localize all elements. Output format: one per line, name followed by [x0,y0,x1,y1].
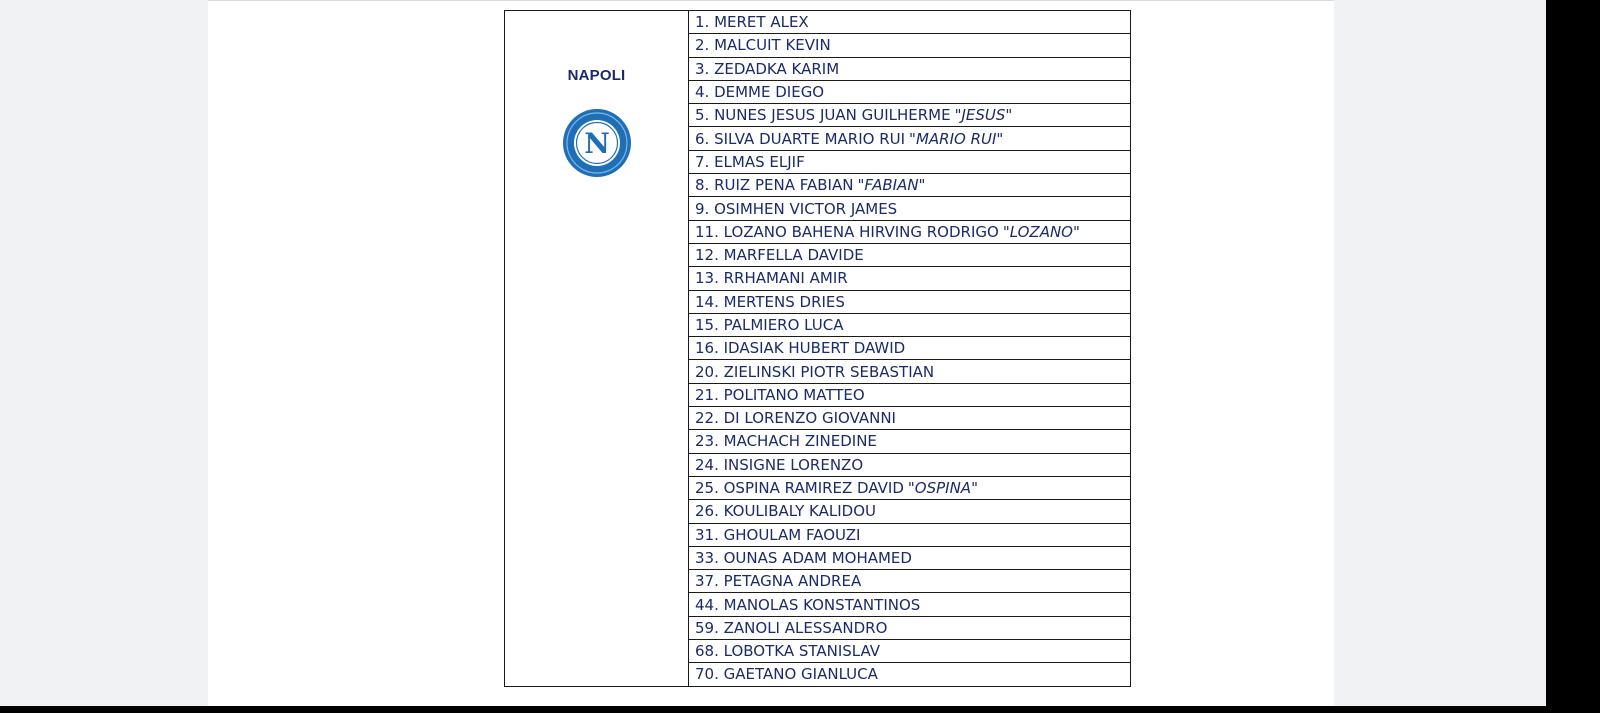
page-edge [208,0,1334,1]
player-cell [689,80,1131,103]
player-nickname: "FABIAN" [857,176,926,195]
player-name: 68. LOBOTKA STANISLAV [695,642,881,661]
player-nickname: "JESUS" [954,106,1013,125]
player-cell [689,546,1131,569]
player-cell [689,150,1131,173]
player-cell [689,11,1131,34]
player-name: 33. OUNAS ADAM MOHAMED [695,548,912,567]
player-cell [689,34,1131,57]
player-name: 7. ELMAS ELJIF [695,152,805,171]
player-name: 4. DEMME DIEGO [695,83,825,102]
player-cell [689,290,1131,313]
player-nickname: "OSPINA" [907,479,978,498]
player-cell [689,197,1131,220]
player-name: 5. NUNES JESUS JUAN GUILHERME [695,106,951,125]
player-cell [689,220,1131,243]
roster-table [504,10,1131,687]
player-name: 11. LOZANO BAHENA HIRVING RODRIGO [695,222,999,241]
player-name: 44. MANOLAS KONSTANTINOS [695,595,921,614]
roster-body [505,11,1131,687]
player-name: 1. MERET ALEX [695,13,809,32]
player-name: 25. OSPINA RAMIREZ DAVID [695,479,904,498]
player-cell [689,640,1131,663]
player-name: 8. RUIZ PENA FABIAN [695,176,854,195]
player-cell [689,337,1131,360]
viewer-left-margin [0,0,208,713]
player-name: 26. KOULIBALY KALIDOU [695,502,877,521]
player-name: 37. PETAGNA ANDREA [695,572,862,591]
player-cell [689,127,1131,150]
team-cell [505,11,689,687]
player-cell [689,313,1131,336]
player-name: 16. IDASIAK HUBERT DAWID [695,339,906,358]
napoli-crest-icon [562,108,632,178]
player-name: 22. DI LORENZO GIOVANNI [695,409,896,428]
team-name: NAPOLI [567,67,626,84]
player-cell [689,523,1131,546]
player-cell [689,360,1131,383]
player-name: 23. MACHACH ZINEDINE [695,432,877,451]
screen-edge [1546,0,1600,713]
table-row [505,11,1131,34]
player-name: 24. INSIGNE LORENZO [695,455,864,474]
player-nickname: "LOZANO" [1002,222,1080,241]
player-cell [689,500,1131,523]
player-cell [689,407,1131,430]
player-name: 12. MARFELLA DAVIDE [695,246,864,265]
document-page [208,0,1334,706]
player-cell [689,174,1131,197]
player-cell [689,616,1131,639]
viewer-right-margin [1334,0,1546,713]
player-cell [689,453,1131,476]
player-name: 15. PALMIERO LUCA [695,316,844,334]
player-cell [689,243,1131,266]
player-nickname: "MARIO RUI" [909,129,1004,148]
player-name: 14. MERTENS DRIES [695,292,845,311]
player-name: 21. POLITANO MATTEO [695,385,865,404]
player-name: 13. RRHAMANI AMIR [695,269,848,288]
player-name: 9. OSIMHEN VICTOR JAMES [695,199,898,218]
player-name: 59. ZANOLI ALESSANDRO [695,618,888,637]
crest-letter: N [583,127,610,160]
player-name: 31. GHOULAM FAOUZI [695,525,861,544]
player-cell [689,383,1131,406]
player-name: 20. ZIELINSKI PIOTR SEBASTIAN [695,362,935,381]
player-name: 3. ZEDADKA KARIM [695,59,840,78]
player-cell [689,57,1131,80]
player-name: 70. GAETANO GIANLUCA [695,665,878,684]
player-cell [689,593,1131,616]
player-name: 2. MALCUIT KEVIN [695,36,831,55]
player-cell [689,267,1131,290]
player-cell [689,430,1131,453]
player-cell [689,570,1131,593]
player-cell [689,476,1131,499]
player-cell [689,104,1131,127]
player-cell [689,663,1131,686]
bottom-bar [0,706,1600,713]
player-name: 6. SILVA DUARTE MARIO RUI [695,129,906,148]
